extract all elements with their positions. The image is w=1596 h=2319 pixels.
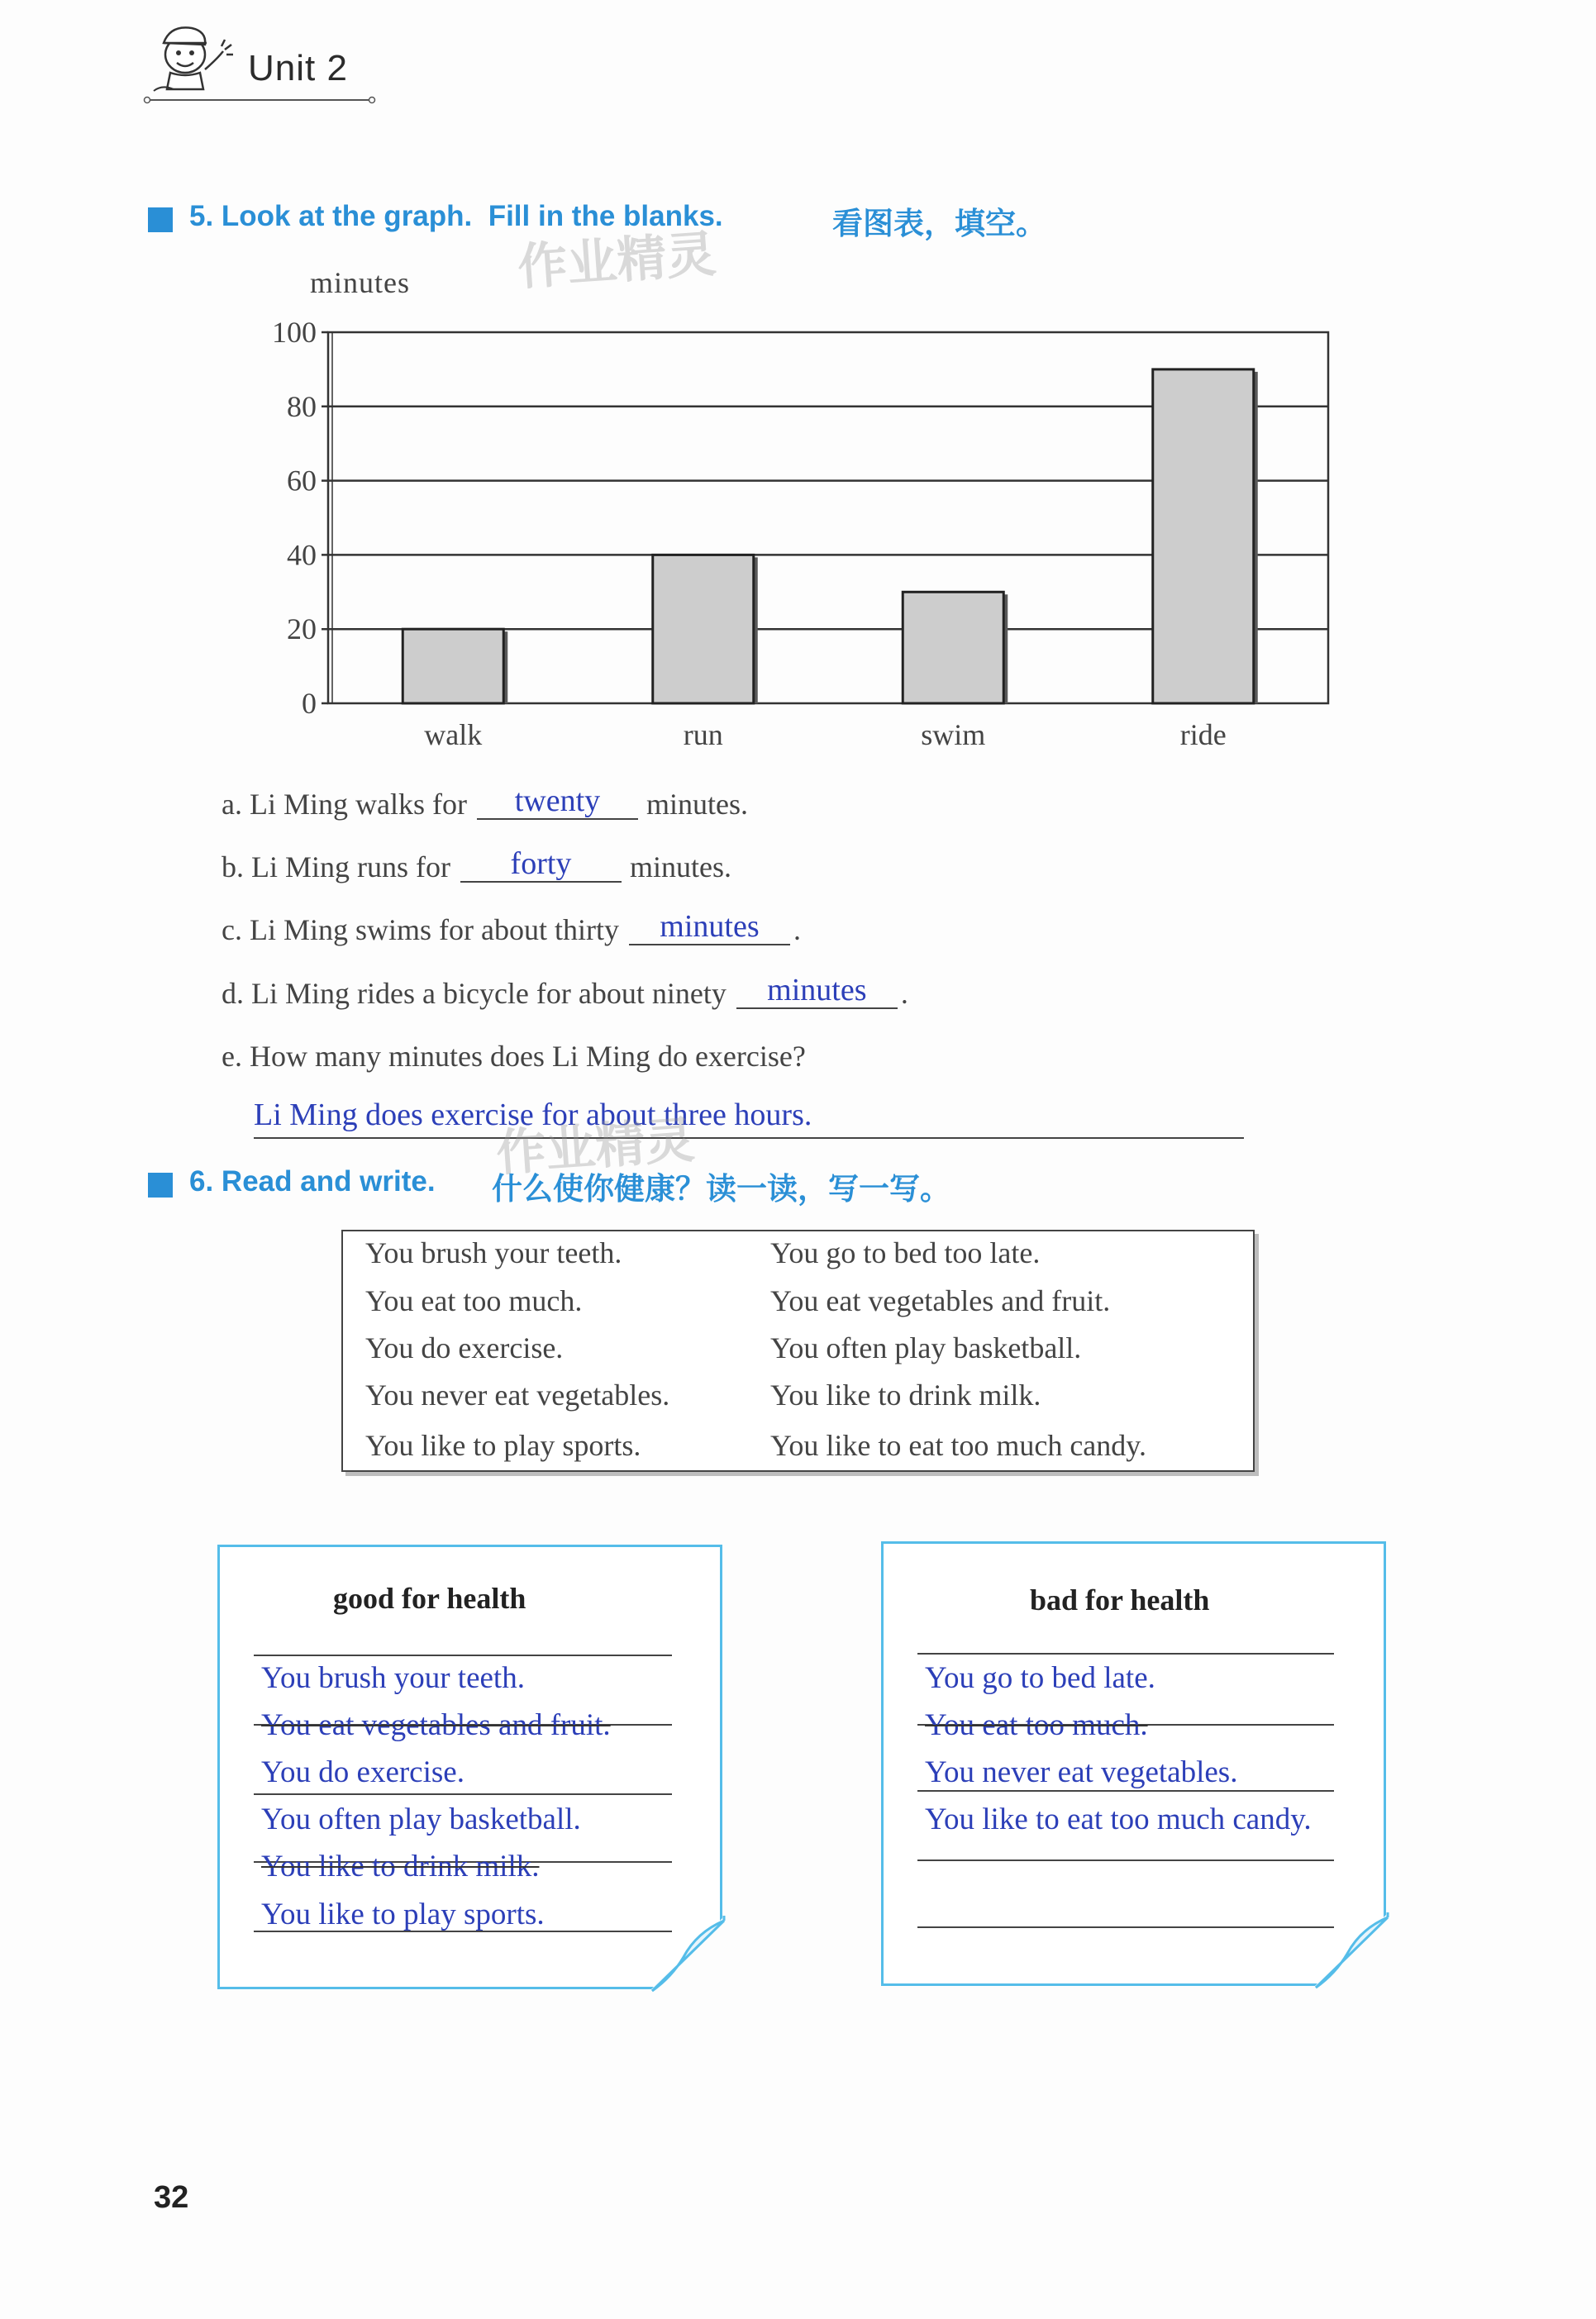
question-c-answer-blank[interactable]: minutes <box>629 909 790 945</box>
phrase-box <box>341 1230 1255 1472</box>
y-tick-label: 100 <box>272 316 317 349</box>
phrase-item: You like to play sports. <box>365 1429 641 1462</box>
question-e-prompt: e. How many minutes does Li Ming do exercise? <box>222 1040 806 1073</box>
question-e-answer-line[interactable]: Li Ming does exercise for about three hours. <box>254 1093 1244 1139</box>
section-5-title: 5. Look at the graph. Fill in the blanks. <box>189 200 723 232</box>
section-5-marker <box>148 207 173 232</box>
card-answer-line[interactable]: You never eat vegetables. <box>925 1755 1238 1789</box>
question-a-answer-blank[interactable]: twenty <box>477 783 638 820</box>
card-answer-line[interactable]: You eat vegetables and fruit. <box>261 1708 611 1742</box>
folded-corner-icon <box>1311 1911 1390 1990</box>
card-answer-line[interactable]: You do exercise. <box>261 1755 465 1789</box>
question-c-prefix: c. Li Ming swims for about thirty <box>222 913 619 946</box>
card-answer-line[interactable]: You brush your teeth. <box>261 1661 525 1695</box>
watermark-text: 作业精灵 <box>516 225 718 298</box>
writing-line <box>254 1793 672 1795</box>
x-tick-label: walk <box>424 718 483 751</box>
card-answer-line[interactable]: You like to drink milk. <box>261 1850 540 1883</box>
header-rule <box>143 96 376 104</box>
y-tick-label: 60 <box>287 464 317 498</box>
question-d-suffix: . <box>900 977 908 1010</box>
card-answer-line[interactable]: You often play basketball. <box>261 1802 581 1836</box>
bar-swim <box>903 592 1003 703</box>
card-answer-line[interactable]: You like to play sports. <box>261 1898 545 1931</box>
question-b-suffix: minutes. <box>629 850 731 883</box>
x-tick-label: swim <box>921 718 986 751</box>
section-6-marker <box>148 1173 173 1198</box>
bar-walk <box>403 629 503 703</box>
page-number: 32 <box>154 2180 189 2215</box>
question-c-suffix: . <box>793 913 801 946</box>
x-tick-label: ride <box>1179 718 1227 751</box>
writing-line <box>254 1655 672 1656</box>
question-a-prefix: a. Li Ming walks for <box>222 788 467 821</box>
card-answer-line[interactable]: You like to eat too much candy. <box>925 1802 1312 1836</box>
x-tick-label: run <box>683 718 723 751</box>
card-answer-line[interactable]: You eat too much. <box>925 1708 1148 1742</box>
phrase-item: You never eat vegetables. <box>365 1379 670 1412</box>
phrase-item: You brush your teeth. <box>365 1236 622 1269</box>
phrase-item: You like to drink milk. <box>770 1379 1041 1412</box>
phrase-item: You eat vegetables and fruit. <box>770 1284 1111 1317</box>
mascot-icon <box>145 18 245 98</box>
question-b-answer-blank[interactable]: forty <box>460 846 622 883</box>
card-title: bad for health <box>1030 1583 1210 1617</box>
card-answer-line[interactable]: You go to bed late. <box>925 1661 1155 1695</box>
question-d-answer-blank[interactable]: minutes <box>736 973 898 1009</box>
section-6-title-chinese: 什么使你健康？读一读，写一写。 <box>492 1173 950 1207</box>
question-a <box>222 783 748 825</box>
writing-line <box>917 1653 1334 1655</box>
bad-for-health-card <box>881 1541 1386 1986</box>
good-for-health-card <box>217 1545 722 1989</box>
writing-line <box>917 1926 1334 1928</box>
section-6-title: 6. Read and write. <box>189 1165 436 1198</box>
section-5-title-chinese: 看图表，填空。 <box>832 207 1046 241</box>
y-tick-label: 0 <box>302 687 317 720</box>
card-title: good for health <box>333 1582 526 1615</box>
phrase-item: You often play basketball. <box>770 1331 1082 1364</box>
bar-run <box>653 555 754 703</box>
question-c <box>222 909 801 950</box>
phrase-item: You like to eat too much candy. <box>770 1429 1146 1462</box>
folded-corner-icon <box>647 1914 727 1993</box>
question-d-prefix: d. Li Ming rides a bicycle for about ninety <box>222 977 727 1010</box>
question-b-prefix: b. Li Ming runs for <box>222 850 450 883</box>
question-a-suffix: minutes. <box>646 788 748 821</box>
writing-line <box>917 1859 1334 1861</box>
y-tick-label: 40 <box>287 538 317 572</box>
phrase-item: You do exercise. <box>365 1331 564 1364</box>
question-d <box>222 973 908 1014</box>
y-axis-label: minutes <box>310 266 410 299</box>
bar-chart <box>264 264 1355 760</box>
bar-ride <box>1153 369 1254 703</box>
phrase-item: You go to bed too late. <box>770 1236 1041 1269</box>
y-tick-label: 80 <box>287 389 317 423</box>
phrase-item: You eat too much. <box>365 1284 583 1317</box>
question-b <box>222 846 731 888</box>
unit-title: Unit 2 <box>248 48 348 88</box>
y-tick-label: 20 <box>287 612 317 646</box>
watermark-text: 作业精灵 <box>494 1111 697 1183</box>
